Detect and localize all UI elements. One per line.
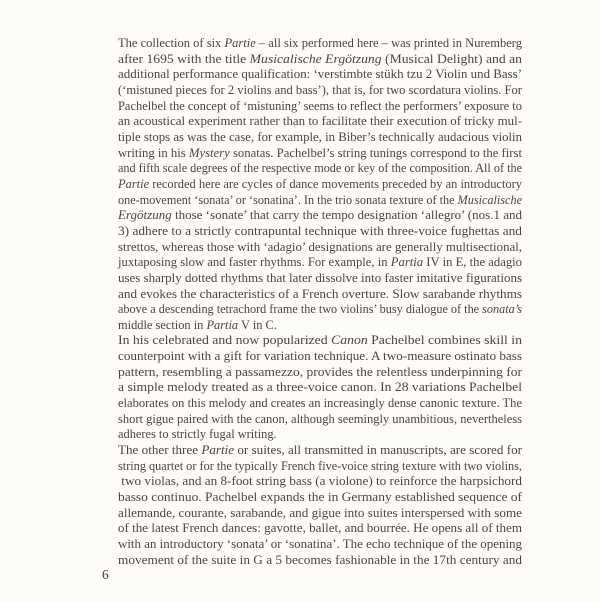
text-line: pattern, resembling a passamezzo, provides the relentless underpinning for	[118, 364, 522, 379]
text-line: two violas, and an 8-foot string bass (a violone) to reinforce the harpsichord	[118, 474, 522, 489]
page-number: 6	[102, 567, 109, 582]
text-line: allemande, courante, sarabande, and gigue into suites interspersed with some	[118, 505, 522, 520]
text-line: with an introductory ‘sonata’ or ‘sonatina’. The echo technique of the opening	[118, 537, 522, 551]
text-line: short gigue paired with the canon, although seemingly unambitious, nevertheless	[118, 411, 522, 426]
text-line: tiple stops as was the case, for example, in Biber’s technically audacious violin	[118, 129, 522, 144]
text-line: counterpoint with a gift for variation technique. A two-measure ostinato bass	[118, 349, 522, 364]
text-line: 3) adhere to a strictly contrapuntal technique with three-voice fughettas and	[118, 223, 522, 238]
text-line: writing in his Mystery sonatas. Pachelbel’s string tunings correspond to the first	[118, 145, 522, 160]
text-line: strettos, whereas those with ‘adagio’ designations are generally multisectional,	[118, 239, 522, 254]
text-line: middle section in Partia V in C.	[118, 317, 277, 332]
text-line: basso continuo. Pachelbel expands the in Germany established sequence of	[118, 490, 522, 505]
text-line: The collection of six Partie – all six performed here – was printed in Nuremberg	[118, 36, 522, 50]
text-line: elaborates on this melody and creates an increasingly dense canonic texture. The	[118, 396, 522, 411]
text-line: Ergötzung those ‘sonate’ that carry the tempo designation ‘allegro’ (nos.1 and	[118, 208, 523, 223]
text-line: and fifth scale degrees of the respective mode or key of the composition. All of the	[118, 161, 522, 176]
text-line: above a descending tetrachord frame the two violins’ busy dialogue of the sonata’s	[118, 302, 522, 317]
text-line: one-movement ‘sonata’ or ‘sonatina’. In the trio sonata texture of the Musicalische	[118, 192, 522, 207]
body-text	[118, 36, 522, 568]
text-line: after 1695 with the title Musicalische Ergötzung (Musical Delight) and an	[118, 51, 522, 66]
text-line: and evokes the characteristics of a French overture. Slow sarabande rhythms	[118, 286, 522, 301]
text-line: juxtaposing slow and faster rhythms. For example, in Partia IV in E, the adagio	[118, 255, 522, 270]
text-line: In his celebrated and now popularized Canon Pachelbel combines skill in	[118, 333, 522, 348]
text-line: string quartet or for the typically French five-voice string texture with two violins,	[118, 458, 522, 473]
text-line: adheres to strictly fugal writing.	[118, 427, 277, 442]
text-line: (‘mistuned pieces for 2 violins and bass’), that is, for two scordatura violins. For	[118, 82, 522, 97]
text-line: of the latest French dances: gavotte, ballet, and bourrée. He opens all of them	[118, 521, 522, 536]
text-line: movement of the suite in G a 5 becomes fashionable in the 17th century and	[118, 552, 522, 567]
text-line: The other three Partie or suites, all transmitted in manuscripts, are scored for	[118, 443, 522, 458]
text-line: a simple melody treated as a three-voice canon. In 28 variations Pachelbel	[118, 380, 522, 395]
text-line: additional performance qualification: ‘verstimbte stükh tzu 2 Violin und Bass’	[118, 67, 522, 82]
text-line: Pachelbel the concept of ‘mistuning’ seems to reflect the performers’ exposure to	[118, 98, 522, 113]
text-line: uses sharply dotted rhythms that later dissolve into faster imitative figurations	[118, 270, 522, 285]
text-line: Partie recorded here are cycles of dance movements preceded by an introductory	[118, 176, 522, 191]
text-line: an acoustical experiment rather than to facilitate their execution of tricky mul-	[118, 114, 522, 129]
